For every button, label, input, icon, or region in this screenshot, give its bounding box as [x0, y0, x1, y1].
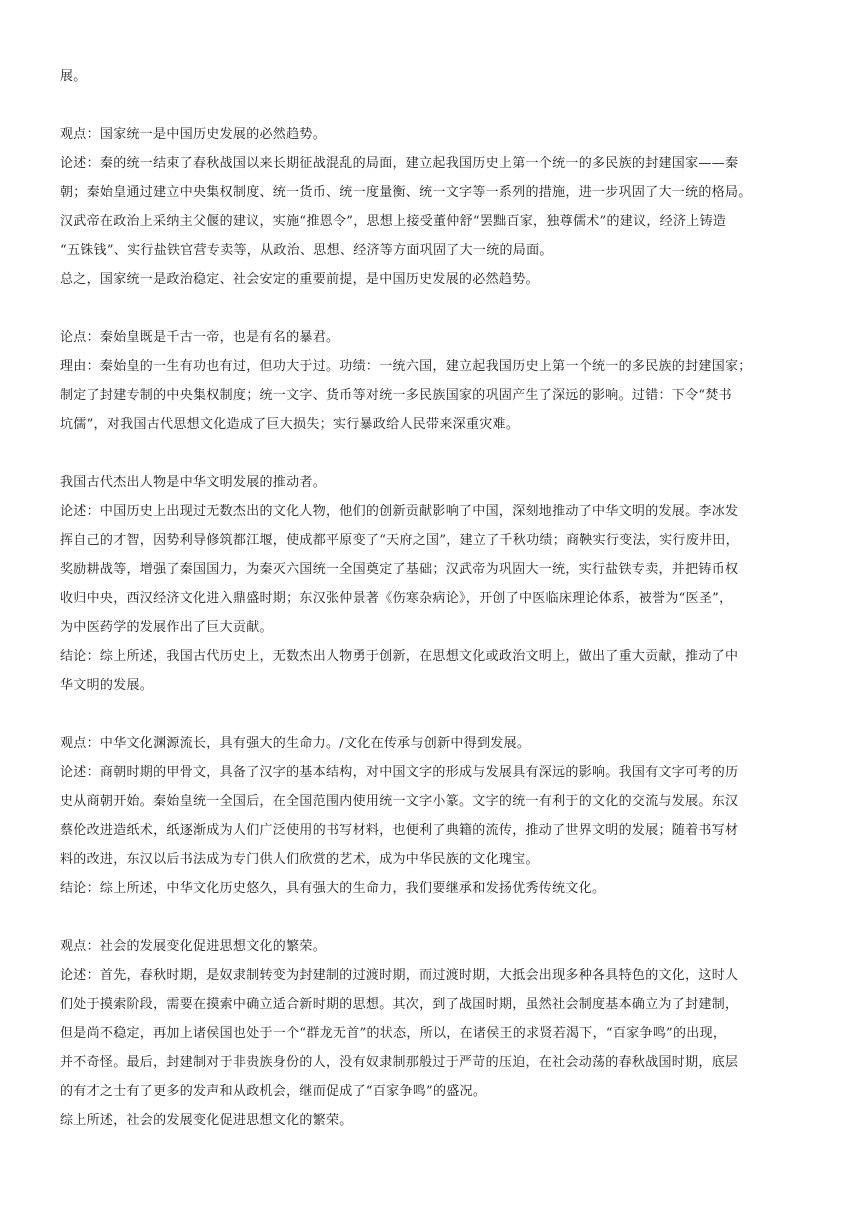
text-line: 理由：秦始皇的一生有功也有过，但功大于过。功绩：一统六国，建立起我国历史上第一个统一的多民族的封建国家；: [60, 359, 752, 374]
text-line: 收归中央，西汉经济文化进入鼎盛时期；东汉张仲景著《伤寒杂病论》，开创了中医临床理论体系，被誉为“医圣”，: [60, 591, 733, 606]
text-line: 论述：中国历史上出现过无数杰出的文化人物，他们的创新贡献影响了中国，深刻地推动了中华文明的发展。李冰发: [60, 504, 739, 519]
text-line: 的有才之士有了更多的发声和从政机会，继而促成了“百家争鸣”的盛况。: [60, 1084, 487, 1099]
text-line: 华文明的发展。: [60, 678, 154, 693]
text-line: 坑儒”，对我国古代思想文化造成了巨大损失；实行暴政给人民带来深重灾难。: [60, 417, 520, 432]
document-page: [60, 62, 804, 1135]
text-line: 论述：商朝时期的甲骨文，具备了汉字的基本结构，对中国文字的形成与发展具有深远的影响。我国有文字可考的历: [60, 765, 739, 780]
text-line: 论述：首先，春秋时期，是奴隶制转变为封建制的过渡时期，而过渡时期，大抵会出现多种各具特色的文化，这时人: [60, 968, 739, 983]
paragraph-gap: [60, 903, 804, 932]
text-line: 观点：国家统一是中国历史发展的必然趋势。: [60, 127, 327, 142]
paragraph-gap: [60, 439, 804, 468]
text-line: 并不奇怪。最后，封建制对于非贵族身份的人，没有奴隶制那般过于严苛的压迫，在社会动荡的春秋战国时期，底层: [60, 1055, 739, 1070]
text-line: 论点：秦始皇既是千古一帝，也是有名的暴君。: [60, 330, 340, 345]
paragraph-gap: [60, 700, 804, 729]
text-line: 论述：秦的统一结束了春秋战国以来长期征战混乱的局面，建立起我国历史上第一个统一的多民族的封建国家——秦: [60, 156, 739, 171]
text-line: 结论：综上所述，我国古代历史上，无数杰出人物勇于创新，在思想文化或政治文明上，做出了重大贡献，推动了中: [60, 649, 739, 664]
text-line: 综上所述，社会的发展变化促进思想文化的繁荣。: [60, 1113, 353, 1128]
text-line: 料的改进，东汉以后书法成为专门供人们欣赏的艺术，成为中华民族的文化瑰宝。: [60, 852, 539, 867]
text-line: 为中医药学的发展作出了巨大贡献。: [60, 620, 273, 635]
text-line: 史从商朝开始。秦始皇统一全国后，在全国范围内使用统一文字小篆。文字的统一有利于的文化的交流与发展。东汉: [60, 794, 739, 809]
text-line: 汉武帝在政治上采纳主父偃的建议，实施“推恩令”，思想上接受董仲舒“罢黜百家，独尊儒术”的建议，经济上铸造: [60, 214, 727, 229]
text-line: 奖励耕战等，增强了秦国国力，为秦灭六国统一全国奠定了基础；汉武帝为巩固大一统，实行盐铁专卖，并把铸币权: [60, 562, 739, 577]
text-line: 总之，国家统一是政治稳定、社会安定的重要前提，是中国历史发展的必然趋势。: [60, 272, 539, 287]
text-line: 挥自己的才智，因势利导修筑都江堰，使成都平原变了“天府之国”，建立了千秋功绩；商鞅实行变法，实行废井田，: [60, 533, 739, 548]
text-line: “五铢钱”、实行盐铁官营专卖等，从政治、思想、经济等方面巩固了大一统的局面。: [60, 243, 553, 258]
paragraph-gap: [60, 294, 804, 323]
text-line: 制定了封建专制的中央集权制度；统一文字、货币等对统一多民族国家的巩固产生了深远的影响。过错：下令“焚书: [60, 388, 732, 403]
text-line: 我国古代杰出人物是中华文明发展的推动者。: [60, 475, 327, 490]
text-line: 展。: [60, 69, 87, 84]
text-line: 结论：综上所述，中华文化历史悠久，具有强大的生命力，我们要继承和发扬优秀传统文化。: [60, 881, 606, 896]
text-line: 朝；秦始皇通过建立中央集权制度、统一货币、统一度量衡、统一文字等一系列的措施，进一步巩固了大一统的格局。: [60, 185, 752, 200]
text-line: 观点：中华文化渊源流长，具有强大的生命力。/文化在传承与创新中得到发展。: [60, 736, 531, 751]
text-line: 蔡伦改进造纸术，纸逐渐成为人们广泛使用的书写材料，也便利了典籍的流传，推动了世界文明的发展；随着书写材: [60, 823, 739, 838]
paragraph-gap: [60, 91, 804, 120]
text-line: 们处于摸索阶段，需要在摸索中确立适合新时期的思想。其次，到了战国时期，虽然社会制度基本确立为了封建制，: [60, 997, 739, 1012]
text-line: 但是尚不稳定，再加上诸侯国也处于一个“群龙无首”的状态，所以，在诸侯王的求贤若渴下，“百家争鸣”的出现，: [60, 1026, 727, 1041]
text-line: 观点：社会的发展变化促进思想文化的繁荣。: [60, 939, 327, 954]
